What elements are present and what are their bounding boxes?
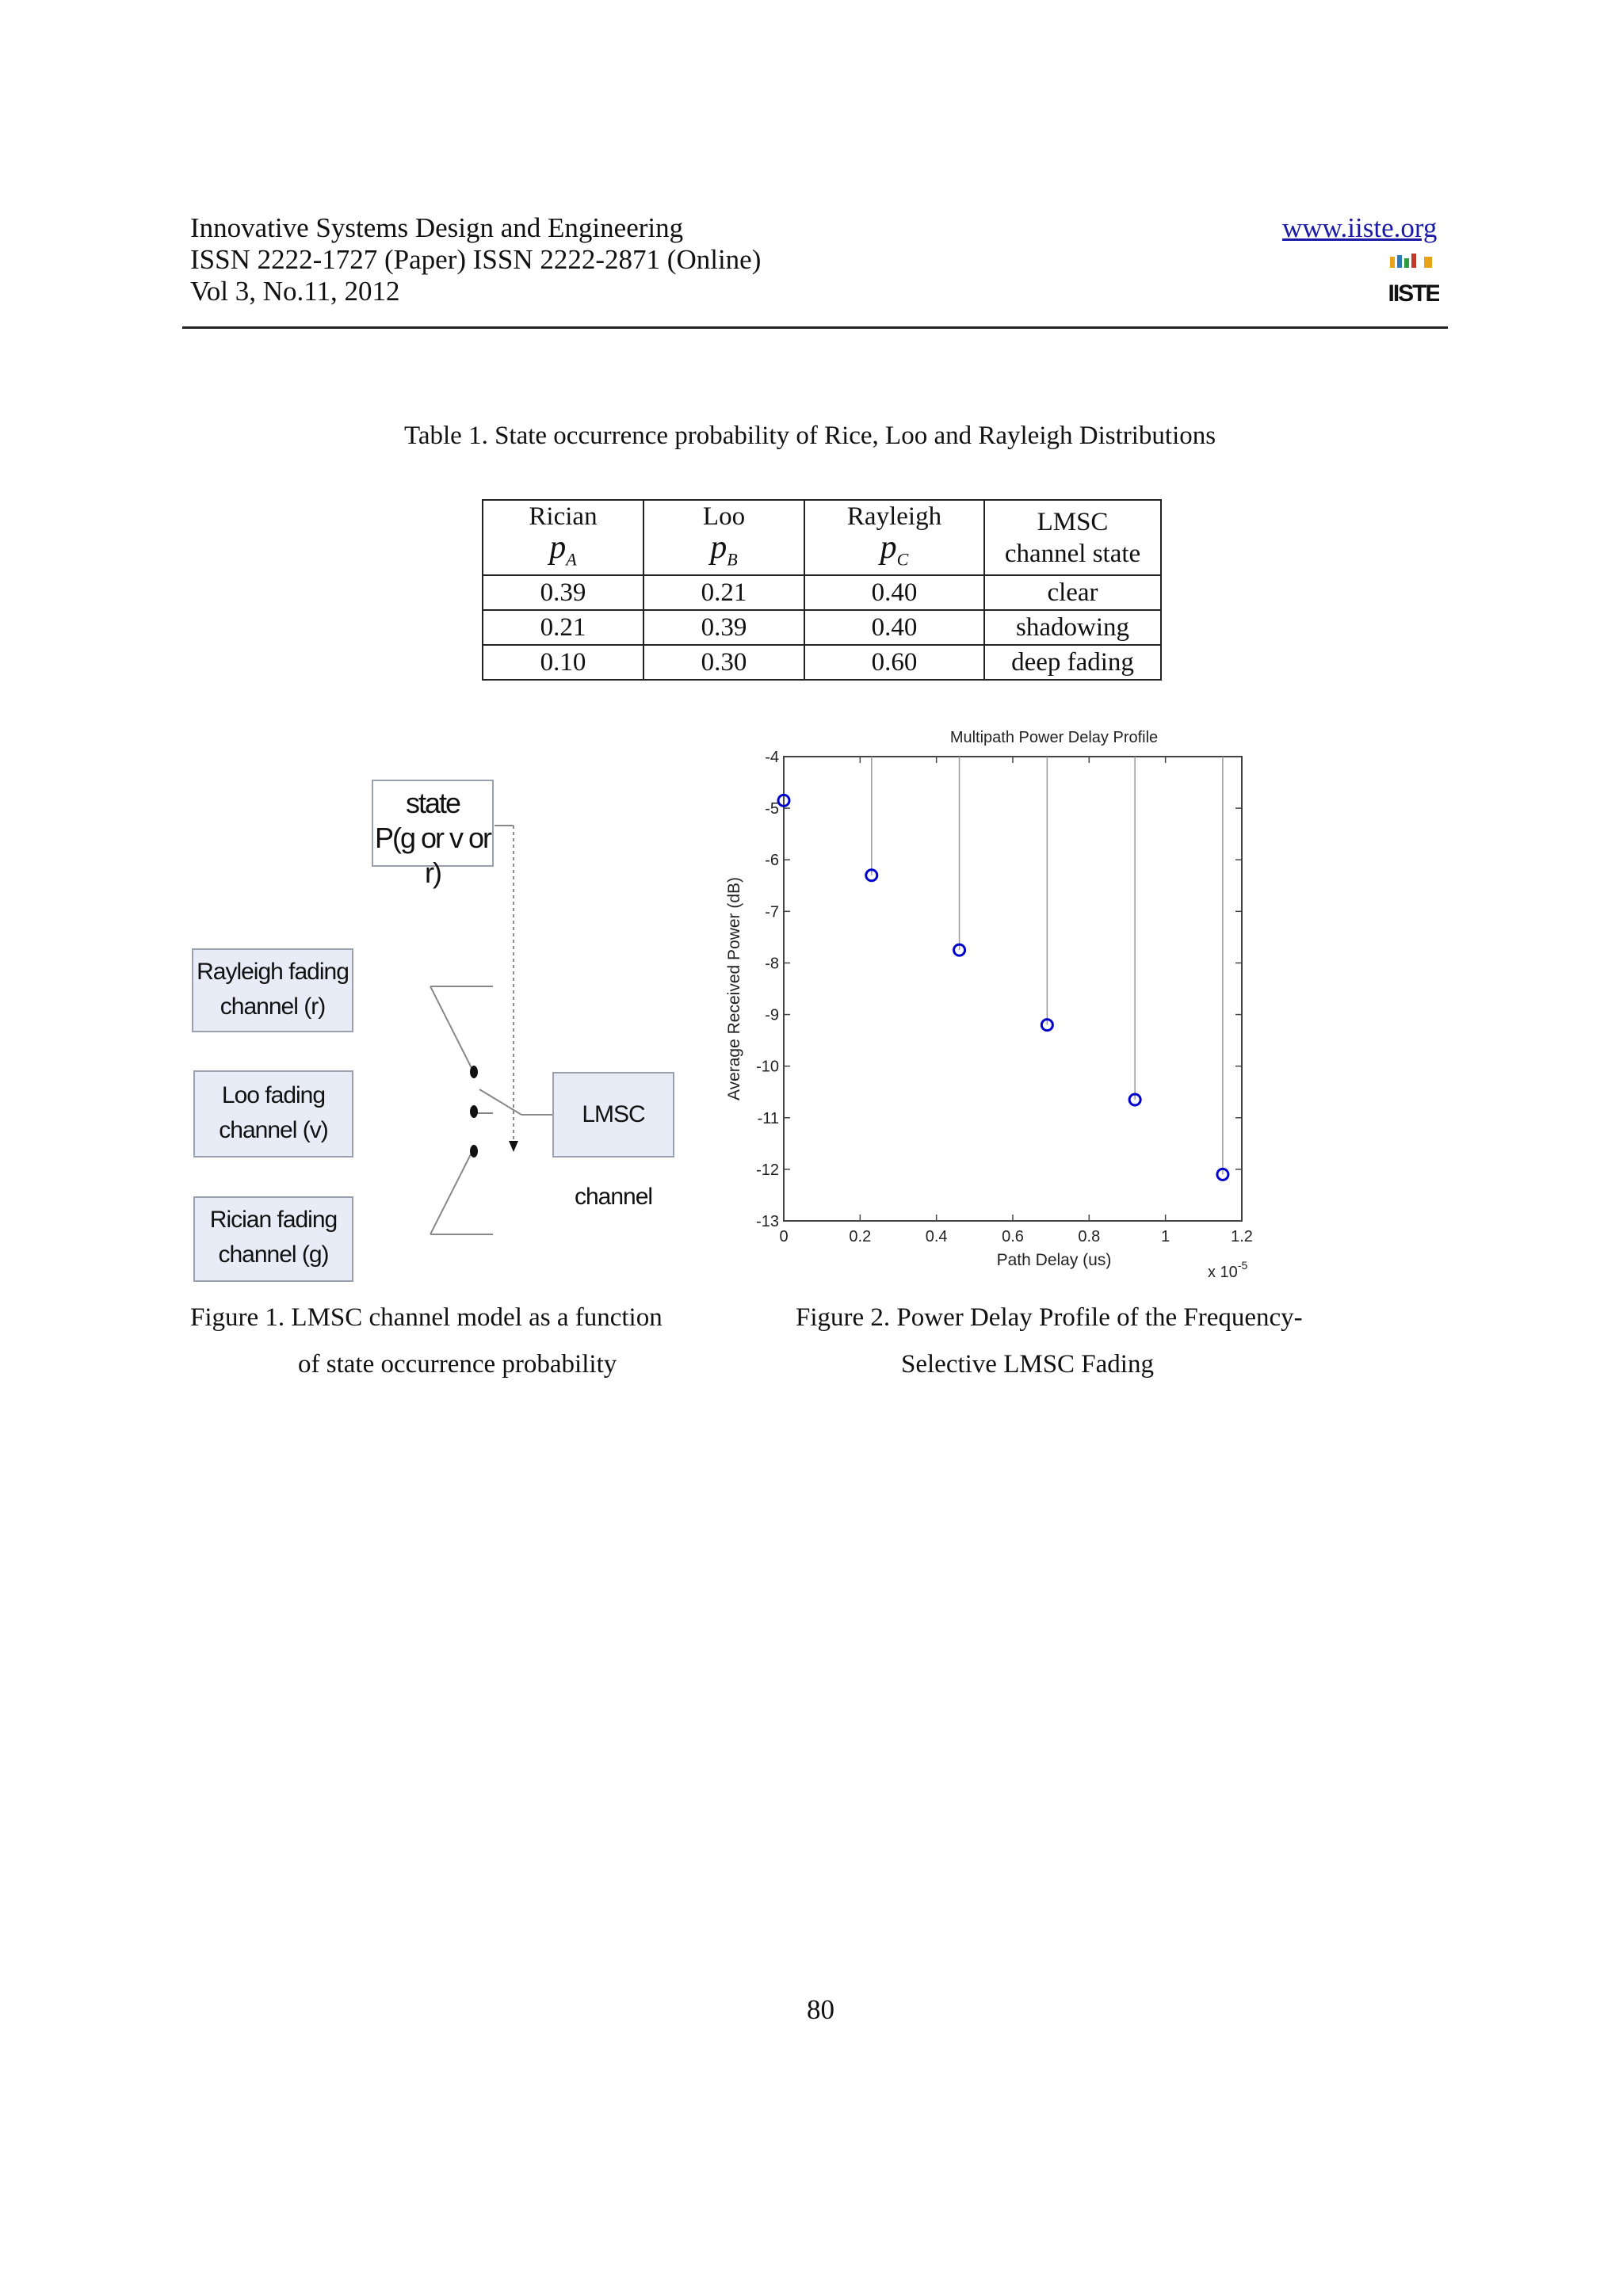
header-name: LMSC [1037, 507, 1109, 536]
arrowhead-icon [509, 1141, 518, 1152]
header-cell-lmsc [984, 500, 1161, 575]
header-name-line2: channel state [1004, 539, 1141, 568]
header-variable [644, 529, 804, 574]
state-label: state [405, 787, 460, 819]
table-row [483, 610, 1161, 645]
header-variable [805, 529, 983, 574]
volume-line: Vol 3, No.11, 2012 [190, 276, 400, 307]
y-tick-label: -8 [765, 955, 779, 973]
var-subscript: A [566, 549, 577, 570]
table-caption: Table 1. State occurrence probability of Rice, Loo and Rayleigh Distributions [404, 421, 1216, 450]
power-delay-chart [713, 713, 1363, 1291]
lmsc-channel-box [552, 1072, 674, 1210]
table-row [483, 645, 1161, 680]
rician-channel-box [193, 1196, 353, 1282]
logo-bar [1390, 257, 1395, 268]
table-cell: 0.10 [483, 645, 643, 680]
loo-channel-box [193, 1070, 353, 1158]
var-subscript: B [727, 549, 738, 570]
y-tick-label: -10 [756, 1058, 779, 1076]
page-number: 80 [807, 1994, 834, 2025]
var-symbol: p [880, 529, 897, 566]
header-rule [182, 326, 1448, 329]
iiste-logo-graphic [1388, 252, 1439, 307]
rician-label: Rician fading [209, 1207, 338, 1233]
logo-text: IISTE [1388, 280, 1439, 307]
journal-title: Innovative Systems Design and Engineering [190, 212, 684, 243]
x-tick-label: 0.6 [1002, 1228, 1024, 1245]
state-box [372, 780, 494, 889]
var-symbol: p [710, 529, 727, 566]
issn-line: ISSN 2222-1727 (Paper) ISSN 2222-2871 (Online) [190, 244, 762, 275]
table-header-row [483, 500, 1161, 575]
plot-frame [784, 757, 1242, 1221]
logo-bar [1424, 257, 1432, 268]
x-tick-label: 0.8 [1078, 1228, 1101, 1245]
figure2-caption-line1: Figure 2. Power Delay Profile of the Frequency- [796, 1303, 1303, 1332]
website-link[interactable]: www.iiste.org [1282, 212, 1438, 243]
connector-line [479, 1089, 521, 1115]
header-cell-rician [483, 500, 643, 575]
y-tick-label: -11 [757, 1109, 779, 1127]
x-tick-label: 0.2 [849, 1228, 872, 1245]
logo-bar [1397, 255, 1402, 268]
lmsc-label: LMSC channel [574, 1101, 653, 1210]
y-tick-label: -13 [756, 1213, 779, 1230]
x-tick-label: 0 [779, 1228, 789, 1245]
x-multiplier [1208, 1259, 1247, 1281]
loo-sublabel: channel (v) [219, 1117, 328, 1143]
logo-bar [1411, 254, 1416, 268]
var-subscript: C [896, 549, 909, 570]
table-cell: 0.21 [483, 610, 643, 645]
rayleigh-label: Rayleigh fading [197, 959, 349, 985]
x-tick-group [779, 757, 1252, 1245]
switch-contact [470, 1066, 478, 1078]
table-cell: deep fading [984, 645, 1161, 680]
figure1-caption-line1: Figure 1. LMSC channel model as a function [190, 1303, 663, 1332]
table-cell: 0.40 [804, 610, 984, 645]
figure2-caption-line2: Selective LMSC Fading [901, 1350, 1154, 1379]
x-tick-label: 1 [1161, 1228, 1170, 1245]
rayleigh-channel-box [192, 948, 353, 1032]
figure1-caption-line2: of state occurrence probability [298, 1350, 617, 1379]
figure1-diagram [182, 769, 705, 1291]
header-cell-rayleigh [804, 500, 984, 575]
chart-title: Multipath Power Delay Profile [949, 729, 1159, 746]
y-tick-label: -7 [765, 903, 779, 921]
header-name: Rayleigh [846, 502, 942, 531]
y-tick-label: -6 [765, 852, 779, 870]
y-tick-label: -12 [756, 1161, 779, 1179]
table-cell: 0.60 [804, 645, 984, 680]
x-axis-label: Path Delay (us) [996, 1251, 1112, 1269]
probability-table [482, 499, 1162, 681]
state-probability-label: P(g or v or r) [374, 822, 491, 889]
connector-line [430, 1153, 472, 1234]
loo-label: Loo fading [221, 1082, 326, 1108]
header-cell-loo [643, 500, 804, 575]
switch-contact [470, 1105, 478, 1118]
table-cell: 0.40 [804, 575, 984, 610]
y-tick-label: -9 [765, 1006, 779, 1024]
rician-sublabel: channel (g) [218, 1241, 329, 1268]
connector-line [430, 986, 472, 1068]
table-cell: 0.30 [643, 645, 804, 680]
table-cell: clear [984, 575, 1161, 610]
rayleigh-sublabel: channel (r) [220, 994, 326, 1020]
y-tick-label: -5 [765, 800, 779, 818]
table-cell: shadowing [984, 610, 1161, 645]
y-tick-group [756, 749, 1242, 1230]
x-multiplier-exponent: -5 [1237, 1259, 1248, 1272]
stem-group [872, 757, 1223, 1174]
header-variable [483, 529, 643, 574]
table-row [483, 575, 1161, 610]
header-name: Rician [529, 502, 598, 531]
iiste-logo [1388, 252, 1439, 307]
y-tick-label: -4 [765, 749, 779, 766]
var-symbol: p [549, 529, 567, 566]
x-multiplier-base: x 10 [1208, 1264, 1238, 1281]
table-cell: 0.21 [643, 575, 804, 610]
x-tick-label: 1.2 [1231, 1228, 1253, 1245]
header-name: Loo [702, 502, 746, 531]
x-tick-label: 0.4 [925, 1228, 948, 1245]
marker-group [778, 795, 1228, 1180]
switch-contact [470, 1145, 478, 1158]
logo-bar [1404, 258, 1409, 268]
probability-table-grid [482, 499, 1162, 681]
y-axis-label: Average Received Power (dB) [725, 876, 743, 1101]
table-cell: 0.39 [643, 610, 804, 645]
table-cell: 0.39 [483, 575, 643, 610]
